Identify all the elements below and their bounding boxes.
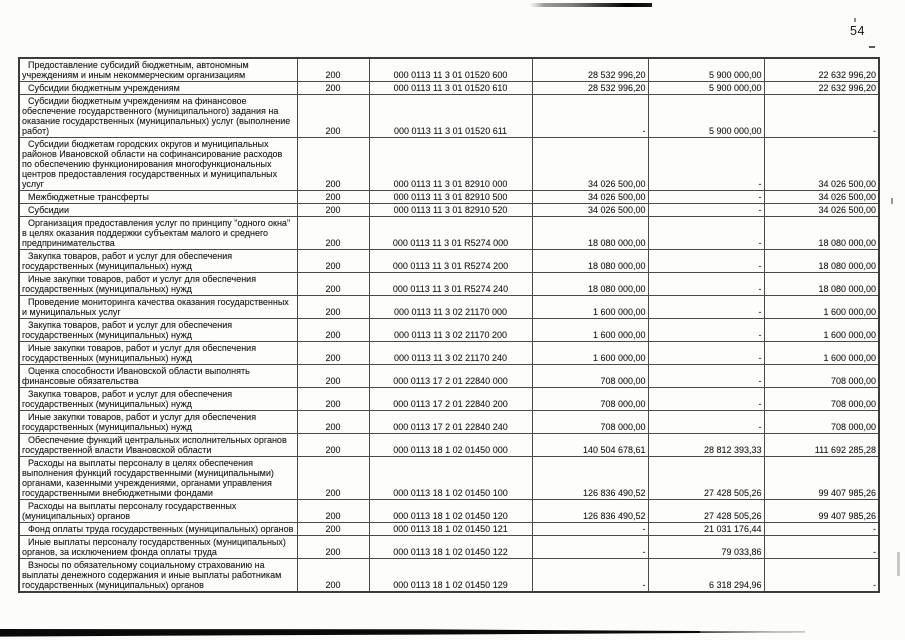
table-row [19,95,879,138]
table-row [19,411,879,434]
amount-cell-2: - [648,365,764,388]
amount-cell-1: - [532,536,648,559]
amount-cell-3: 99 407 985,26 [764,500,879,523]
table-row [19,138,879,191]
expense-name-cell: Оценка способности Ивановской области выполнять финансовые обязательства [19,365,297,388]
expense-type-code-cell: 200 [297,138,369,191]
table-row [19,204,879,217]
expense-type-code-cell: 200 [297,523,369,536]
amount-cell-1: 28 532 996,20 [532,82,648,95]
expense-type-code-cell: 200 [297,250,369,273]
amount-cell-3: 111 692 285,28 [764,434,879,457]
amount-cell-3: 708 000,00 [764,388,879,411]
amount-cell-1: - [532,523,648,536]
expense-name-cell: Организация предоставления услуг по принципу "одного окна" в целях оказания поддержки субъектам малого и среднего предпринимательства [19,217,297,250]
amount-cell-2: - [648,319,764,342]
table-row [19,191,879,204]
amount-cell-3: 1 600 000,00 [764,319,879,342]
expense-type-code-cell: 200 [297,82,369,95]
budget-classification-code-cell: 000 0113 18 1 02 01450 100 [369,457,532,500]
amount-cell-3: 18 080 000,00 [764,273,879,296]
expense-name-cell: Межбюджетные трансферты [19,191,297,204]
expense-type-code-cell: 200 [297,457,369,500]
budget-classification-code-cell: 000 0113 11 3 01 01520 611 [369,95,532,138]
table-row [19,523,879,536]
budget-classification-code-cell: 000 0113 11 3 01 01520 610 [369,82,532,95]
expense-name-cell: Фонд оплаты труда государственных (муниципальных) органов [19,523,297,536]
budget-classification-code-cell: 000 0113 17 2 01 22840 000 [369,365,532,388]
expense-name-cell: Расходы на выплаты персоналу государственных (муниципальных) органов [19,500,297,523]
amount-cell-2: 5 900 000,00 [648,95,764,138]
amount-cell-2: - [648,273,764,296]
amount-cell-3: 1 600 000,00 [764,296,879,319]
expense-name-cell: Иные закупки товаров, работ и услуг для обеспечения государственных (муниципальных) нужд [19,273,297,296]
amount-cell-1: 34 026 500,00 [532,204,648,217]
amount-cell-2: - [648,191,764,204]
budget-classification-code-cell: 000 0113 18 1 02 01450 122 [369,536,532,559]
expense-name-cell: Субсидии бюджетным учреждениям на финансовое обеспечение государственного (муниципального) задания на оказание государственных (муниципальных) услуг (выполнение работ) [19,95,297,138]
budget-classification-code-cell: 000 0113 11 3 01 82910 520 [369,204,532,217]
expense-type-code-cell: 200 [297,319,369,342]
table-row [19,457,879,500]
amount-cell-2: - [648,138,764,191]
expense-type-code-cell: 200 [297,58,369,82]
amount-cell-2: 6 318 294,96 [648,559,764,593]
budget-table-body [19,58,879,592]
amount-cell-1: 34 026 500,00 [532,191,648,204]
expense-type-code-cell: 200 [297,500,369,523]
expense-type-code-cell: 200 [297,191,369,204]
scan-speck [869,46,875,48]
scan-speck [891,198,893,204]
budget-classification-code-cell: 000 0113 17 2 01 22840 200 [369,388,532,411]
table-row [19,500,879,523]
amount-cell-2: 21 031 176,44 [648,523,764,536]
expense-name-cell: Проведение мониторинга качества оказания государственных и муниципальных услуг [19,296,297,319]
amount-cell-3: 34 026 500,00 [764,204,879,217]
expense-type-code-cell: 200 [297,95,369,138]
amount-cell-2: - [648,217,764,250]
budget-classification-code-cell: 000 0113 11 3 02 21170 240 [369,342,532,365]
expense-name-cell: Иные выплаты персоналу государственных (муниципальных) органов, за исключением фонда оплаты труда [19,536,297,559]
table-row [19,250,879,273]
table-row [19,559,879,593]
expense-type-code-cell: 200 [297,342,369,365]
table-row [19,536,879,559]
expense-type-code-cell: 200 [297,388,369,411]
scan-speck [854,18,856,22]
amount-cell-2: - [648,388,764,411]
amount-cell-3: 34 026 500,00 [764,138,879,191]
amount-cell-3: 22 632 996,20 [764,58,879,82]
expense-name-cell: Субсидии бюджетам городских округов и муниципальных районов Ивановской области на софинансирование расходов по обеспечению функционирования многофункциональных центров предоставления государственных и муниципальных услуг [19,138,297,191]
budget-classification-code-cell: 000 0113 11 3 01 R5274 240 [369,273,532,296]
expense-name-cell: Обеспечение функций центральных исполнительных органов государственной власти Ивановской области [19,434,297,457]
table-row [19,296,879,319]
amount-cell-2: - [648,204,764,217]
budget-classification-code-cell: 000 0113 18 1 02 01450 121 [369,523,532,536]
amount-cell-3: - [764,559,879,593]
amount-cell-3: - [764,523,879,536]
amount-cell-3: - [764,536,879,559]
budget-classification-code-cell: 000 0113 11 3 02 21170 200 [369,319,532,342]
amount-cell-3: 22 632 996,20 [764,82,879,95]
amount-cell-2: 27 428 505,26 [648,457,764,500]
scan-artifact-bottom-bar [0,624,905,640]
expense-name-cell: Закупка товаров, работ и услуг для обеспечения государственных (муниципальных) нужд [19,319,297,342]
page-number: 54 [850,24,865,38]
amount-cell-1: 1 600 000,00 [532,296,648,319]
amount-cell-1: - [532,95,648,138]
expense-name-cell: Иные закупки товаров, работ и услуг для обеспечения государственных (муниципальных) нужд [19,411,297,434]
budget-classification-code-cell: 000 0113 11 3 01 82910 000 [369,138,532,191]
expense-type-code-cell: 200 [297,559,369,593]
expense-name-cell: Субсидии бюджетным учреждениям [19,82,297,95]
budget-expense-table [18,57,880,593]
amount-cell-2: - [648,296,764,319]
table-row [19,388,879,411]
budget-classification-code-cell: 000 0113 18 1 02 01450 129 [369,559,532,593]
expense-name-cell: Иные закупки товаров, работ и услуг для обеспечения государственных (муниципальных) нужд [19,342,297,365]
amount-cell-3: 18 080 000,00 [764,250,879,273]
expense-type-code-cell: 200 [297,411,369,434]
amount-cell-2: - [648,342,764,365]
table-row [19,365,879,388]
budget-classification-code-cell: 000 0113 11 3 02 21170 000 [369,296,532,319]
amount-cell-3: 99 407 985,26 [764,457,879,500]
amount-cell-1: 708 000,00 [532,388,648,411]
amount-cell-1: 18 080 000,00 [532,250,648,273]
amount-cell-1: 708 000,00 [532,365,648,388]
expense-name-cell: Субсидии [19,204,297,217]
budget-classification-code-cell: 000 0113 18 1 02 01450 000 [369,434,532,457]
amount-cell-3: 34 026 500,00 [764,191,879,204]
expense-name-cell: Закупка товаров, работ и услуг для обеспечения государственных (муниципальных) нужд [19,250,297,273]
amount-cell-1: 34 026 500,00 [532,138,648,191]
expense-type-code-cell: 200 [297,296,369,319]
amount-cell-2: - [648,250,764,273]
expense-type-code-cell: 200 [297,536,369,559]
expense-type-code-cell: 200 [297,273,369,296]
budget-classification-code-cell: 000 0113 11 3 01 R5274 200 [369,250,532,273]
expense-type-code-cell: 200 [297,204,369,217]
expense-type-code-cell: 200 [297,434,369,457]
expense-type-code-cell: 200 [297,217,369,250]
amount-cell-2: 28 812 393,33 [648,434,764,457]
amount-cell-2: 5 900 000,00 [648,58,764,82]
expense-type-code-cell: 200 [297,365,369,388]
expense-name-cell: Закупка товаров, работ и услуг для обеспечения государственных (муниципальных) нужд [19,388,297,411]
budget-classification-code-cell: 000 0113 17 2 01 22840 240 [369,411,532,434]
budget-classification-code-cell: 000 0113 11 3 01 01520 600 [369,58,532,82]
amount-cell-3: 708 000,00 [764,365,879,388]
amount-cell-1: - [532,559,648,593]
table-row [19,342,879,365]
expense-name-cell: Расходы на выплаты персоналу в целях обеспечения выполнения функций государственными (муниципальными) органами, казенными учреждениями, органами управления государственными внебюджетными фондами [19,457,297,500]
budget-classification-code-cell: 000 0113 18 1 02 01450 120 [369,500,532,523]
amount-cell-1: 708 000,00 [532,411,648,434]
amount-cell-3: 708 000,00 [764,411,879,434]
amount-cell-3: 18 080 000,00 [764,217,879,250]
amount-cell-1: 28 532 996,20 [532,58,648,82]
table-row [19,217,879,250]
table-row [19,273,879,296]
amount-cell-2: 5 900 000,00 [648,82,764,95]
amount-cell-1: 18 080 000,00 [532,273,648,296]
amount-cell-1: 1 600 000,00 [532,342,648,365]
table-row [19,82,879,95]
expense-name-cell: Предоставление субсидий бюджетным, автономным учреждениям и иным некоммерческим организациям [19,58,297,82]
amount-cell-1: 140 504 678,61 [532,434,648,457]
scan-edge-shadow [897,552,900,576]
amount-cell-1: 1 600 000,00 [532,319,648,342]
budget-classification-code-cell: 000 0113 11 3 01 R5274 000 [369,217,532,250]
scan-artifact-top-smudge [530,3,652,7]
amount-cell-1: 18 080 000,00 [532,217,648,250]
amount-cell-3: 1 600 000,00 [764,342,879,365]
amount-cell-2: 27 428 505,26 [648,500,764,523]
budget-classification-code-cell: 000 0113 11 3 01 82910 500 [369,191,532,204]
table-row [19,319,879,342]
table-row [19,58,879,82]
amount-cell-1: 126 836 490,52 [532,500,648,523]
amount-cell-1: 126 836 490,52 [532,457,648,500]
table-row [19,434,879,457]
expense-name-cell: Взносы по обязательному социальному страхованию на выплаты денежного содержания и иные выплаты работникам государственных (муниципальных) органов [19,559,297,593]
amount-cell-3: - [764,95,879,138]
amount-cell-2: - [648,411,764,434]
amount-cell-2: 79 033,86 [648,536,764,559]
